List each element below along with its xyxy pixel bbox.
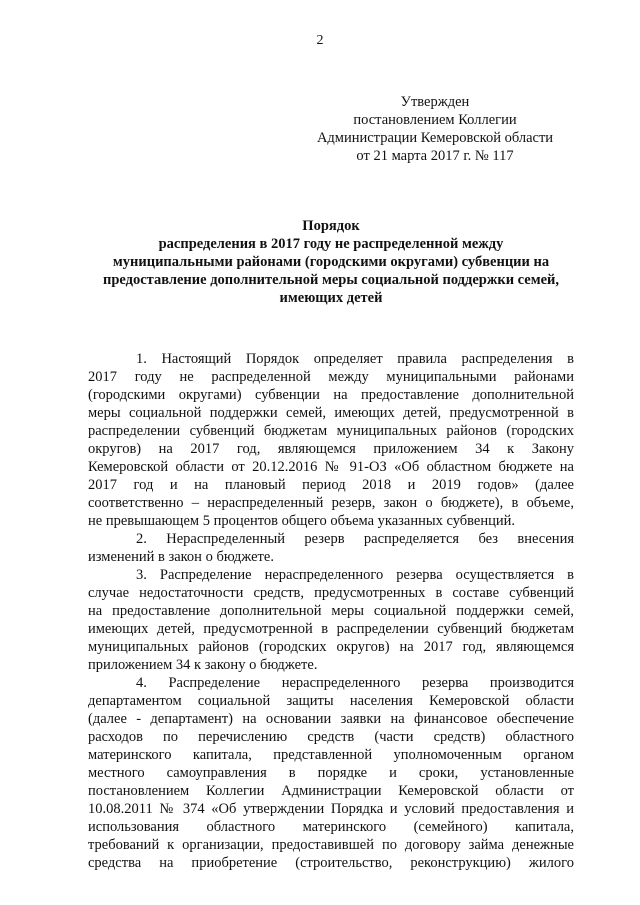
approval-line: Администрации Кемеровской области	[316, 130, 554, 146]
page-number: 2	[316, 33, 324, 48]
paragraph-line: постановлением Коллегии Администрации Кемеровской области от	[88, 783, 574, 799]
title-line: имеющих детей	[279, 290, 383, 306]
paragraph-line: меры социальной поддержки семей, имеющих детей, предусмотренной в	[88, 405, 574, 421]
title-line: Порядок	[302, 218, 360, 234]
paragraph-line: местного самоуправления в порядке и сроки, установленные	[88, 765, 574, 781]
paragraph-line: 4. Распределение нераспределенного резерва производится	[136, 675, 574, 691]
paragraph-line: (городскими округами) субвенции на предоставление дополнительной	[88, 387, 574, 403]
paragraph-line: Кемеровской области от 20.12.2016 № 91-ОЗ «Об областном бюджете на	[88, 459, 574, 475]
paragraph-line: не превышающем 5 процентов общего объема указанных субвенций.	[88, 513, 516, 529]
paragraph-line: округов) на 2017 год, являющемся приложением 34 к Закону	[88, 441, 574, 457]
paragraph-line: 10.08.2011 № 374 «Об утверждении Порядка и условий предоставления и	[88, 801, 574, 817]
paragraph-line: 1. Настоящий Порядок определяет правила распределения в	[136, 351, 574, 367]
paragraph-line: расходов по перечислению средств (части средств) областного	[88, 729, 574, 745]
paragraph-line: муниципальных районов (городских округов) на 2017 год, являющемся	[88, 639, 574, 655]
paragraph-line: (далее - департамент) на основании заявки на финансовое обеспечение	[88, 711, 574, 727]
paragraph-line: департаментом социальной защиты населения Кемеровской области	[88, 693, 574, 709]
paragraph-line: имеющих детей, предусмотренной в распределении субвенций бюджетам	[88, 621, 574, 637]
paragraph-line: на предоставление дополнительной меры социальной поддержки семей,	[88, 603, 574, 619]
paragraph-line: 2017 году не распределенной между муниципальными районами	[88, 369, 574, 385]
paragraph-line: использования областного материнского (семейного) капитала,	[88, 819, 574, 835]
paragraph-3	[88, 566, 574, 674]
approval-line: постановлением Коллегии	[353, 112, 517, 128]
paragraph-line: 2017 год и на плановый период 2018 и 2019 годов» (далее	[88, 477, 574, 493]
approval-line: от 21 марта 2017 г. № 117	[356, 148, 514, 164]
paragraph-4	[88, 674, 574, 872]
title-line: предоставление дополнительной меры социальной поддержки семей,	[102, 272, 560, 288]
paragraph-line: 2. Нераспределенный резерв распределяется без внесения	[136, 531, 574, 547]
paragraph-line: приложением 34 к закону о бюджете.	[88, 657, 318, 673]
document-body	[88, 350, 574, 872]
paragraph-line: 3. Распределение нераспределенного резерва осуществляется в	[136, 567, 574, 583]
paragraph-line: материнского капитала, представленной уполномоченным органом	[88, 747, 574, 763]
document-title	[88, 217, 574, 307]
paragraph-line: средства на приобретение (строительство, реконструкцию) жилого	[88, 855, 574, 871]
paragraph-line: случае недостаточности средств, предусмотренных в составе субвенций	[88, 585, 574, 601]
paragraph-1	[88, 350, 574, 530]
paragraph-line: требований к организации, предоставившей по договору займа денежные	[88, 837, 574, 853]
approval-line: Утвержден	[400, 94, 470, 110]
title-line: муниципальными районами (городскими округами) субвенции на	[112, 254, 550, 270]
approval-stamp	[300, 93, 570, 165]
paragraph-line: изменений в закон о бюджете.	[88, 549, 274, 565]
paragraph-line: соответственно – нераспределенный резерв, закон о бюджете), в объеме,	[88, 495, 574, 511]
paragraph-2	[88, 530, 574, 566]
title-line: распределения в 2017 году не распределенной между	[158, 236, 504, 252]
paragraph-line: распределении субвенций бюджетам муниципальных районов (городских	[88, 423, 574, 439]
